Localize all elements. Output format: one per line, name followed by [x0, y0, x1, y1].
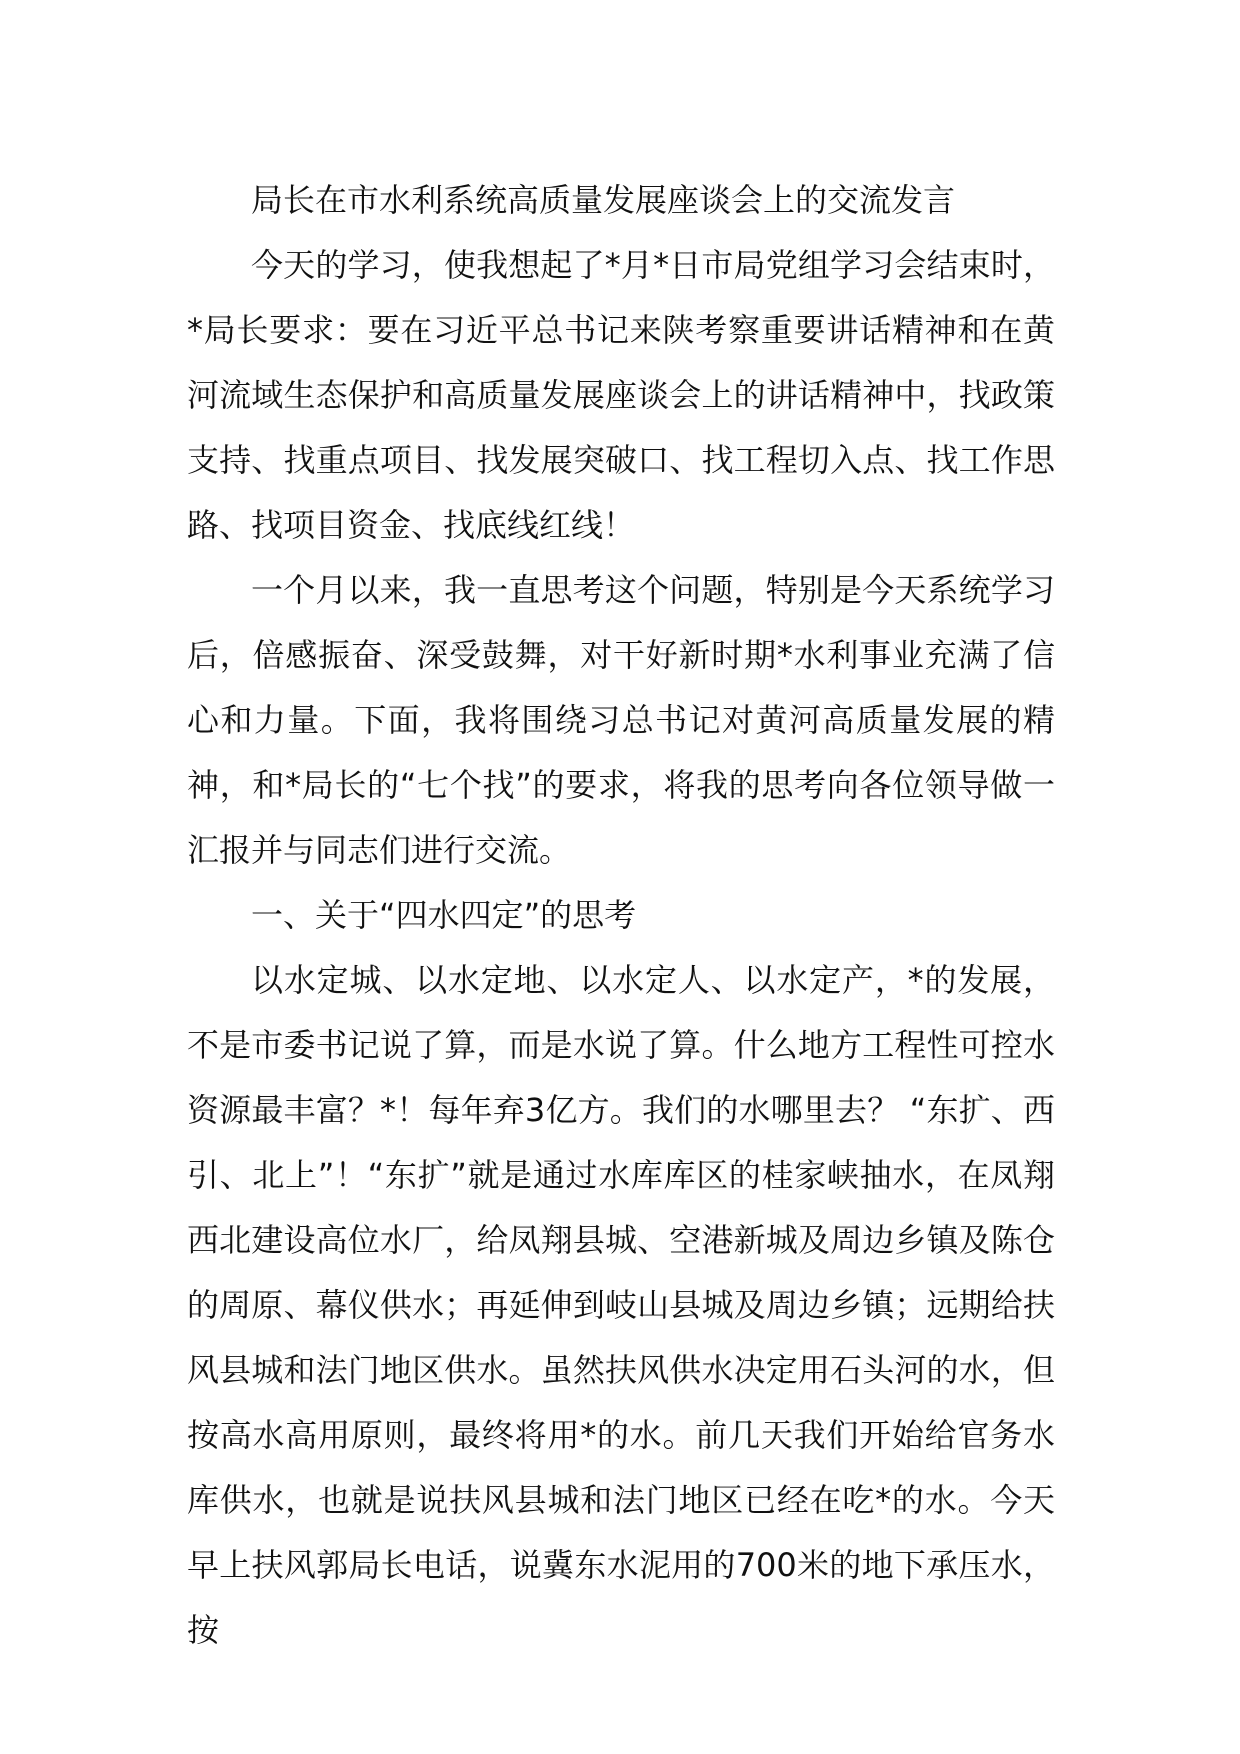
paragraph-intro: 今天的学习，使我想起了*月*日市局党组学习会结束时，*局长要求：要在习近平总书记来陕考察重要讲话精神和在黄河流域生态保护和高质量发展座谈会上的讲话精神中，找政策支持、找重点项目、找发展突破口、找工程切入点、找工作思路、找项目资金、找底线红线！ [187, 246, 1055, 544]
section-heading: 一、关于“四水四定”的思考 [251, 896, 637, 934]
document-title: 局长在市水利系统高质量发展座谈会上的交流发言 [251, 181, 956, 219]
section-paragraph: 以水定城、以水定地、以水定人、以水定产，*的发展，不是市委书记说了算，而是水说了算。什么地方工程性可控水资源最丰富？*！每年弃3亿方。我们的水哪里去？ “东扩、西引、北上”！“东扩”就是通过水库库区的桂家峡抽水，在凤翔西北建设高位水厂，给凤翔县城、空港新城及周边乡镇及陈仓的周原、幕仪供水；再延伸到岐山县城及周边乡镇；远期给扶风县城和法门地区供水。虽然扶风供水决定用石头河的水，但按高水高用原则，最终将用*的水。前几天我们开始给官务水库供水，也就是说扶风县城和法门地区已经在吃*的水。今天早上扶风郭局长电话，说冀东水泥用的700米的地下承压水，按 [187, 961, 1055, 1649]
paragraph-reflection: 一个月以来，我一直思考这个问题，特别是今天系统学习后，倍感振奋、深受鼓舞，对干好新时期*水利事业充满了信心和力量。下面，我将围绕习总书记对黄河高质量发展的精神，和*局长的“七个找”的要求，将我的思考向各位领导做一汇报并与同志们进行交流。 [187, 571, 1055, 869]
document-body [187, 168, 1055, 1663]
